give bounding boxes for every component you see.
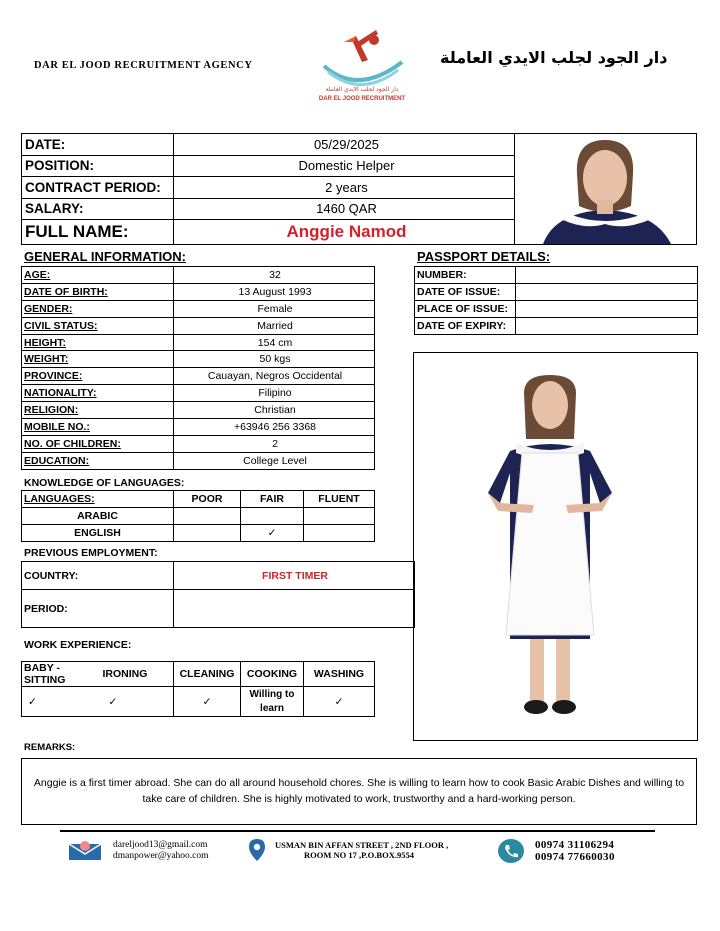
email-icon (68, 839, 102, 866)
arabic-fluent (304, 508, 375, 525)
salary-value: 1460 QAR (174, 198, 517, 220)
address-line-2: ROOM NO 17 ,P.O.BOX.9554 (304, 850, 414, 860)
logo-text-en: DAR EL JOOD RECRUITMENT (318, 96, 406, 102)
salary-label: SALARY: (22, 198, 174, 220)
religion-value: Christian (174, 402, 375, 419)
previous-employment-table (21, 561, 415, 628)
agency-name-ar: دار الجود لجلب الايدي العاملة (440, 48, 668, 67)
table-row (22, 435, 375, 452)
issue-place-value (516, 301, 698, 318)
col-ironing: IRONING (103, 662, 174, 687)
table-row (415, 318, 698, 335)
mobile-value: +63946 256 3368 (174, 419, 375, 436)
col-washing: WASHING (304, 662, 375, 687)
height-label: HEIGHT: (22, 334, 174, 351)
country-label: COUNTRY: (22, 562, 174, 590)
table-row (22, 687, 375, 717)
ironing-value: ✓ (103, 687, 174, 717)
remarks-text: Anggie is a first timer abroad. She can do all around household chores. She is willing to learn how to cook Basic Arabic Dishes and willing to take care of children. She is highly motivated to work, trustworthy and a hard-working person. (21, 758, 697, 825)
work-experience-heading: WORK EXPERIENCE: (24, 639, 132, 651)
issue-date-value (516, 284, 698, 301)
dob-label: DATE OF BIRTH: (22, 283, 174, 300)
table-row (22, 368, 375, 385)
phone-1[interactable]: 00974 31106294 (535, 839, 615, 851)
language-arabic: ARABIC (22, 508, 174, 525)
dob-value: 13 August 1993 (174, 283, 375, 300)
passport-number-label: NUMBER: (415, 267, 516, 284)
date-value: 05/29/2025 (174, 134, 517, 156)
logo-text-ar: دار الجود لجلب الايدي العاملة (325, 86, 399, 93)
phone-2[interactable]: 00974 77660030 (535, 851, 615, 863)
civil-status-value: Married (174, 317, 375, 334)
cooking-value: Willing to learn (241, 687, 304, 717)
agency-name-en: DAR EL JOOD RECRUITMENT AGENCY (34, 60, 253, 71)
phone-icon (497, 838, 525, 869)
height-value: 154 cm (174, 334, 375, 351)
col-fair: FAIR (241, 491, 304, 508)
nationality-label: NATIONALITY: (22, 385, 174, 402)
passport-table (414, 266, 698, 335)
weight-value: 50 kgs (174, 351, 375, 368)
passport-number-value (516, 267, 698, 284)
languages-heading: KNOWLEDGE OF LANGUAGES: (24, 477, 185, 489)
table-row (22, 525, 375, 542)
english-poor (174, 525, 241, 542)
col-cleaning: CLEANING (174, 662, 241, 687)
mobile-label: MOBILE NO.: (22, 419, 174, 436)
table-row (22, 267, 375, 284)
location-pin-icon (248, 838, 266, 867)
general-info-heading: GENERAL INFORMATION: (24, 249, 187, 264)
table-row (22, 508, 375, 525)
full-body-photo (413, 352, 698, 741)
education-value: College Level (174, 452, 375, 469)
headshot-photo (514, 133, 697, 245)
table-row (22, 385, 375, 402)
baby-sitting-value: ✓ (22, 687, 103, 717)
issue-place-label: PLACE OF ISSUE: (415, 301, 516, 318)
table-row (22, 402, 375, 419)
col-baby-sitting: BABY - SITTING (22, 662, 103, 687)
contract-value: 2 years (174, 177, 517, 199)
fullname-label: FULL NAME: (22, 220, 174, 245)
civil-status-label: CIVIL STATUS: (22, 317, 174, 334)
expiry-value (516, 318, 698, 335)
date-label: DATE: (22, 134, 174, 156)
col-cooking: COOKING (241, 662, 304, 687)
position-label: POSITION: (22, 155, 174, 177)
arabic-fair (241, 508, 304, 525)
cleaning-value: ✓ (174, 687, 241, 717)
expiry-label: DATE OF EXPIRY: (415, 318, 516, 335)
nationality-value: Filipino (174, 385, 375, 402)
fullname-value: Anggie Namod (174, 220, 517, 245)
table-row (22, 334, 375, 351)
children-label: NO. OF CHILDREN: (22, 435, 174, 452)
province-label: PROVINCE: (22, 368, 174, 385)
col-poor: POOR (174, 491, 241, 508)
address-line-1: USMAN BIN AFFAN STREET , 2ND FLOOR , (275, 840, 449, 850)
col-fluent: FLUENT (304, 491, 375, 508)
table-row (22, 317, 375, 334)
general-info-table (21, 266, 375, 470)
english-fair: ✓ (241, 525, 304, 542)
previous-employment-heading: PREVIOUS EMPLOYMENT: (24, 547, 158, 559)
age-label: AGE: (22, 267, 174, 284)
agency-logo (318, 26, 408, 106)
gender-label: GENDER: (22, 300, 174, 317)
table-row (22, 419, 375, 436)
education-label: EDUCATION: (22, 452, 174, 469)
period-label: PERIOD: (22, 590, 174, 628)
issue-date-label: DATE OF ISSUE: (415, 284, 516, 301)
table-row (415, 267, 698, 284)
arabic-poor (174, 508, 241, 525)
email-2[interactable]: dmanpower@yahoo.com (113, 851, 209, 861)
weight-label: WEIGHT: (22, 351, 174, 368)
country-value: FIRST TIMER (174, 562, 415, 590)
language-english: ENGLISH (22, 525, 174, 542)
table-row (415, 284, 698, 301)
email-1[interactable]: dareljood13@gmail.com (113, 840, 208, 850)
col-languages: LANGUAGES: (22, 491, 174, 508)
religion-label: RELIGION: (22, 402, 174, 419)
top-info-table (21, 133, 517, 245)
table-row (22, 283, 375, 300)
languages-table (21, 490, 375, 542)
table-row (22, 351, 375, 368)
work-experience-table (21, 661, 375, 717)
table-row (415, 301, 698, 318)
passport-heading: PASSPORT DETAILS: (417, 249, 551, 264)
contract-label: CONTRACT PERIOD: (22, 177, 174, 199)
remarks-heading: REMARKS: (24, 742, 76, 753)
gender-value: Female (174, 300, 375, 317)
children-value: 2 (174, 435, 375, 452)
table-row (22, 452, 375, 469)
table-row (22, 300, 375, 317)
province-value: Cauayan, Negros Occidental (174, 368, 375, 385)
position-value: Domestic Helper (174, 155, 517, 177)
age-value: 32 (174, 267, 375, 284)
footer-divider (60, 830, 655, 832)
period-value (174, 590, 415, 628)
english-fluent (304, 525, 375, 542)
washing-value: ✓ (304, 687, 375, 717)
